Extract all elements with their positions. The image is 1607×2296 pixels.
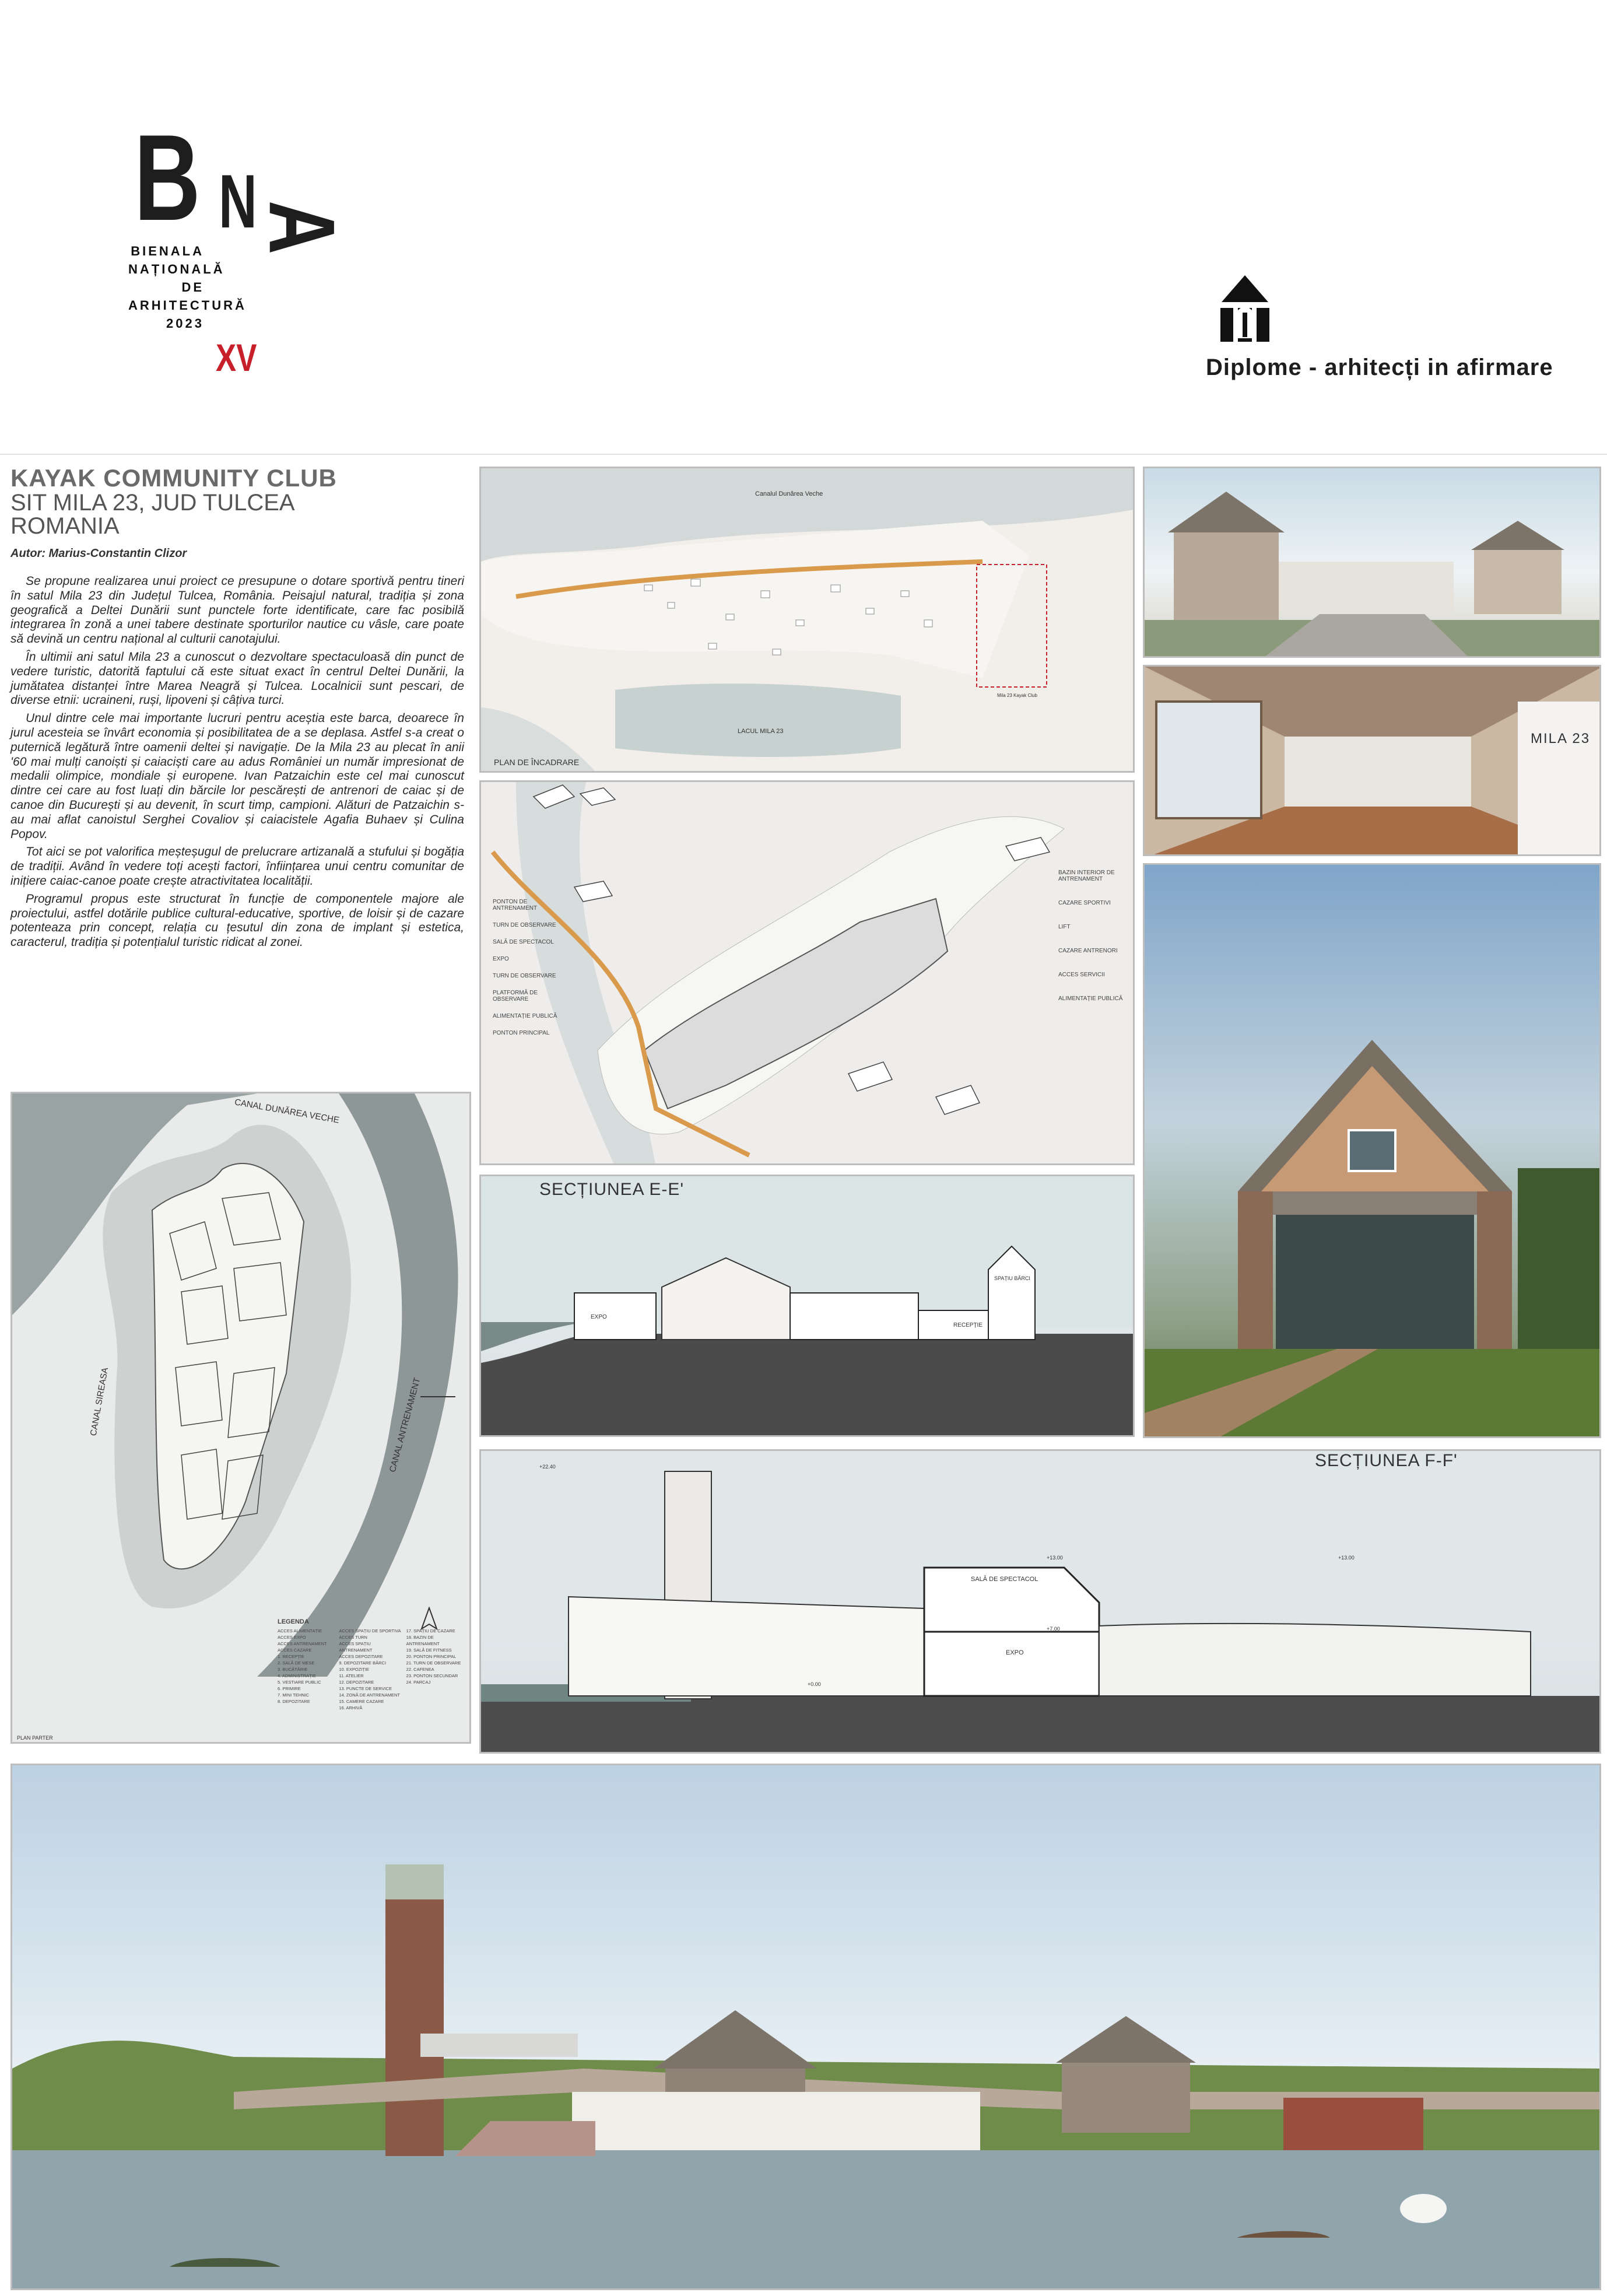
paragraph: În ultimii ani satul Mila 23 a cunoscut o dezvoltare spectaculoasă din punct de vedere turistic, datorită faptului că este situat exact în centrul Deltei Dunării, la jumătatea distanței între Marea Neagră și Tulcea. Localnicii sunt pescari, de diverse etnii: ucraineni, ruși, lipoveni și câțiva turci. [10, 650, 464, 707]
axo-label: PONTON PRINCIPAL [493, 1030, 550, 1036]
plan-label: PLAN PARTER [17, 1735, 53, 1741]
canal-right-label: CANAL ANTRENAMENT [387, 1376, 423, 1474]
legend-item: 13. PUNCTE DE SERVICE [339, 1686, 392, 1691]
axo-label: BAZIN INTERIOR DE ANTRENAMENT [1058, 870, 1115, 882]
section-label: Diplome - arhitecți in afirmare [1206, 355, 1553, 380]
legend-item: 17. SPAȚIU DE CAZARE [406, 1628, 455, 1634]
level-label: +22.40 [539, 1464, 556, 1470]
section-ee [479, 1175, 1135, 1437]
legend-item: 9. DEPOZITARE BĂRCI [339, 1660, 387, 1666]
axo-label: PLATFORMĂ DE OBSERVARE [493, 990, 538, 1002]
legend-item: 15. CAMERE CAZARE [339, 1699, 384, 1704]
level-label: +13.00 [1338, 1555, 1355, 1561]
legend-item: 14. ZONĂ DE ANTRENAMENT [339, 1692, 400, 1698]
header-divider [0, 454, 1607, 455]
legend-item: ACCES SPAȚIU ANTRENAMENT [339, 1641, 373, 1653]
axo-label: ALIMENTAȚIE PUBLICĂ [1058, 995, 1123, 1002]
legend-item: 21. TURN DE OBSERVARE [406, 1660, 461, 1666]
legend-item: 10. EXPOZIȚIE [339, 1667, 370, 1672]
axo-label: CAZARE ANTRENORI [1058, 948, 1118, 954]
legend-item: 4. ADMINISTRAȚIE [278, 1673, 316, 1678]
section-ee-title: SECȚIUNEA E-E' [539, 1180, 685, 1199]
legend-item: ACCES TURN [339, 1635, 367, 1640]
axo-label: LIFT [1058, 924, 1071, 930]
ground-floor-plan [10, 1092, 471, 1744]
pencil-icon [1216, 274, 1274, 343]
axo-labels-left [493, 899, 569, 1047]
axo-label: CAZARE SPORTIVI [1058, 900, 1111, 906]
edition-number: XV [216, 336, 257, 379]
legend-item: 6. PRIMIRE [278, 1686, 301, 1691]
level-label: +0.00 [808, 1681, 821, 1687]
legend-item: 1. RECEPȚIE [278, 1654, 304, 1659]
render-gable [1143, 863, 1601, 1438]
room-label: EXPO [1006, 1649, 1024, 1656]
legend-item: 11. ATELIER [339, 1673, 364, 1678]
room-label: EXPO [591, 1314, 607, 1320]
legend-item: 24. PARCAJ [406, 1680, 431, 1685]
exhibit-sign: MILA 23 [1531, 731, 1591, 746]
legend-item: 20. PONTON PRINCIPAL [406, 1654, 457, 1659]
canal-top-label: CANAL DUNĂREA VECHE [233, 1097, 341, 1126]
room-label: RECEPȚIE [953, 1322, 983, 1328]
axo-label: EXPO [493, 956, 509, 962]
legend-item: ACCES ALIMENTAȚIE [278, 1628, 322, 1634]
site-plan-label: PLAN DE ÎNCADRARE [494, 758, 580, 767]
project-description [10, 574, 464, 954]
axo-label: SALĂ DE SPECTACOL [493, 939, 554, 945]
canal-label: Canalul Dunărea Veche [755, 490, 823, 497]
canal-left-label: CANAL SIREASA [88, 1366, 111, 1437]
room-label: SPAȚIU BĂRCI [994, 1275, 1030, 1281]
axo-label: TURN DE OBSERVARE [493, 922, 556, 928]
project-title: KAYAK COMMUNITY CLUB [10, 464, 337, 492]
legend-item: 2. SALĂ DE MESE [278, 1660, 315, 1666]
axo-label: PONTON DE ANTRENAMENT [493, 899, 538, 912]
paragraph: Tot aici se pot valorifica meșteșugul de prelucrare artizanală a stufului și bogăția de tradiții. Având în vedere toți acești factori, înființarea unui centru comunitar de inițiere caiac-canoe poate crește atractivitatea localității. [10, 845, 464, 888]
legend-item: 16. ARHIVĂ [339, 1705, 363, 1710]
paragraph: Se propune realizarea unui proiect ce presupune o dotare sportivă pentru tineri în satul Mila 23 din Județul Tulcea, România. Peisajul natural, tradiția și zona geografică a Deltei Dunării sunt punctele forte identificate, care fac posibilă integrarea în zonă a unei tabere destinate sporturilor nautice cu vâsle, care poate să devină un centru național al culturii canotajului. [10, 574, 464, 646]
level-label: +13.00 [1047, 1555, 1063, 1561]
site-plan [479, 467, 1135, 773]
project-subtitle: SIT MILA 23, JUD TULCEA ROMANIA [10, 490, 295, 539]
legend-item: 19. SALĂ DE FITNESS [406, 1647, 452, 1653]
legend-item: 12. DEPOZITARE [339, 1680, 374, 1685]
plan-legend [278, 1618, 464, 1711]
legend-title: LEGENDA [278, 1618, 309, 1625]
section-ff [479, 1449, 1601, 1754]
project-author: Autor: Marius-Constantin Clizor [10, 547, 187, 560]
render-interior [1143, 665, 1601, 856]
legend-item: 8. DEPOZITARE [278, 1699, 310, 1704]
legend-item: ACCES CAZARE [278, 1647, 312, 1653]
legend-item: 7. MINI TEHNIC [278, 1692, 310, 1698]
legend-item: 5. VESTIARE PUBLIC [278, 1680, 321, 1685]
axonometric-plan [479, 780, 1135, 1165]
legend-item: 18. BAZIN DE ANTRENAMENT [406, 1635, 440, 1646]
render-panorama [10, 1764, 1601, 2290]
logo-letter-a: A [250, 200, 355, 255]
axo-label: TURN DE OBSERVARE [493, 973, 556, 979]
axo-label: ACCES SERVICII [1058, 972, 1105, 978]
legend-item: ACCES EXPO [278, 1635, 306, 1640]
paragraph: Programul propus este structurat în funcție de componentele majore ale proiectului, astfel dotările publice cultural-educative, sportive, de loisir și de cazare potenteaza prin concept, relația cu țesutul din zona de implant și estetica, caracterul, tradiția și potențialul turistic ridicat al zonei. [10, 892, 464, 949]
legend-item: 23. PONTON SECUNDAR [406, 1673, 458, 1678]
legend-item: 3. BUCĂTĂRIE [278, 1667, 308, 1672]
room-label: SALĂ DE SPECTACOL [971, 1576, 1038, 1583]
legend-item: ACCES DEPOZITARE [339, 1654, 383, 1659]
biennale-name: BIENALA NAȚIONALĂ DE ARHITECTURĂ 2023 [128, 244, 247, 331]
legend-item: ACCES ANTRENAMENT [278, 1641, 327, 1646]
render-courtyard [1143, 467, 1601, 658]
lake-label: LACUL MILA 23 [738, 728, 784, 735]
legend-item: ACCES SPAȚIU DE SPORTIVA [339, 1628, 401, 1634]
site-tag: Mila 23 Kayak Club [997, 693, 1037, 698]
logo-letter-n: N [219, 159, 257, 244]
axo-label: ALIMENTAȚIE PUBLICĂ [493, 1013, 557, 1019]
axo-labels-right [1058, 870, 1134, 1019]
level-label: +7.00 [1047, 1626, 1060, 1632]
paragraph: Unul dintre cele mai importante lucruri pentru aceștia este barca, deoarece în jurul acesteia se învârt economia și posibilitatea de a se deplasa. Astfel s-a creat o puternică legătură între oamenii deltei și navigație. De la Mila 23 au plecat în anii '60 mai mulți canoiști și caiaciști care au adus României un număr impresionat de medalii olimpice, mondiale și europene. Ivan Patzaichin este cel mai cunoscut dintre cei care au fost luați din bărcile lor pescărești de antrenori de caiac și de canoe din București și au devenit, în scurt timp, campioni. Alături de Patzaichin s-au mai aflat canoistul Serghei Covaliov și caiacistele Agafia Buhaev și Culina Popov. [10, 711, 464, 841]
legend-item: 22. CAFENEA [406, 1667, 434, 1672]
section-ff-title: SECȚIUNEA F-F' [1315, 1451, 1458, 1470]
logo-letter-b: B [134, 109, 201, 246]
bna-logo [128, 109, 356, 408]
